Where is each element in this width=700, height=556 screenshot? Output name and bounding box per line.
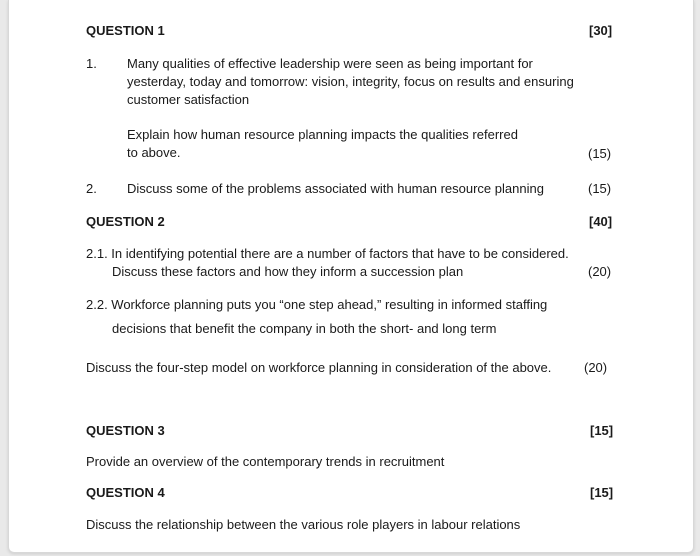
q1-item1-line-3: customer satisfaction [127, 92, 250, 107]
q2-discuss-text: Discuss the four-step model on workforce planning in consideration of the above. [86, 360, 552, 375]
q4-text: Discuss the relationship between the various role players in labour relations [86, 517, 521, 532]
question-4-total: [15] [590, 485, 614, 500]
q1-item2-marks: (15) [588, 181, 612, 196]
q1-item1-line-1: Many qualities of effective leadership were seen as being important for [127, 56, 533, 71]
q2-discuss-marks: (20) [584, 360, 608, 375]
q3-text: Provide an overview of the contemporary trends in recruitment [86, 454, 445, 469]
question-1-heading: QUESTION 1 [86, 23, 165, 38]
q2-item22-line-2: decisions that benefit the company in both the short- and long term [112, 321, 497, 336]
question-3-heading: QUESTION 3 [86, 423, 165, 438]
q1-item2-text: Discuss some of the problems associated with human resource planning [127, 181, 544, 196]
q2-item22-line-1: 2.2. Workforce planning puts you “one step ahead,” resulting in informed staffing [86, 297, 548, 312]
q1-item1-marks: (15) [588, 146, 612, 161]
q2-item21-line-2: Discuss these factors and how they inform a succession plan [112, 264, 464, 279]
q1-item1-number: 1. [86, 56, 97, 71]
q1-item1-instruction-line-1: Explain how human resource planning impacts the qualities referred [127, 127, 518, 142]
question-4-heading: QUESTION 4 [86, 485, 165, 500]
question-2-heading: QUESTION 2 [86, 214, 165, 229]
q1-item2-number: 2. [86, 181, 97, 196]
q1-item1-instruction-line-2: to above. [127, 145, 181, 160]
question-1-total: [30] [589, 23, 613, 38]
question-2-total: [40] [589, 214, 613, 229]
q2-item21-marks: (20) [588, 264, 612, 279]
q1-item1-line-2: yesterday, today and tomorrow: vision, integrity, focus on results and ensuring [127, 74, 574, 89]
question-3-total: [15] [590, 423, 614, 438]
q2-item21-line-1: 2.1. In identifying potential there are a number of factors that have to be considered. [86, 246, 569, 261]
